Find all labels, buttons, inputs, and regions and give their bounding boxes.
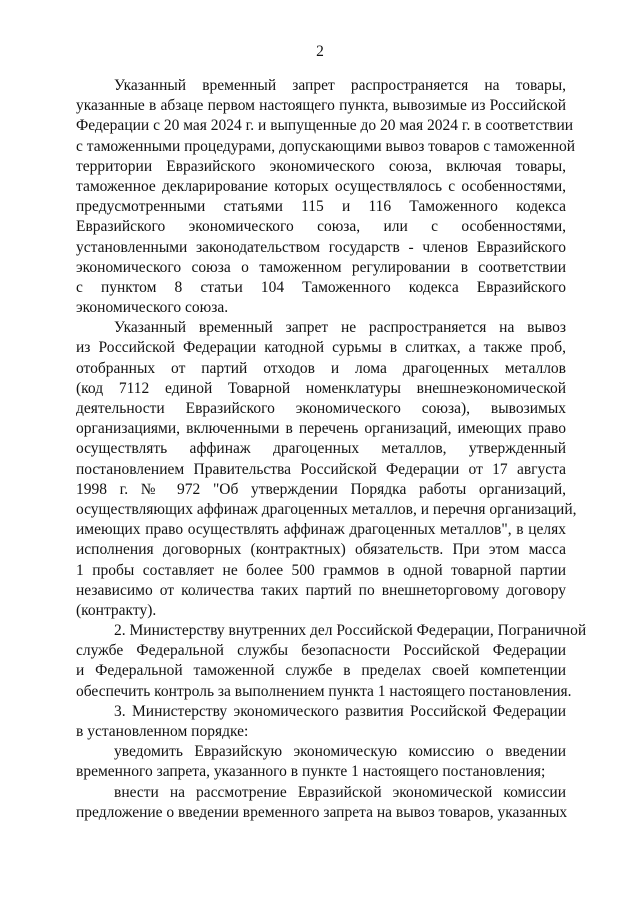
- text-line: с пунктом 8 статьи 104 Таможенного кодекса Евразийского: [76, 278, 566, 296]
- text-line: и Федеральной таможенной службе в пределах своей компетенции: [76, 662, 566, 680]
- text-line: с таможенными процедурами, допускающими вывоз товаров с таможенной: [76, 137, 576, 155]
- paragraph: [76, 783, 566, 823]
- text-line: отобранных от партий отходов и лома драгоценных металлов: [76, 359, 566, 377]
- text-line: Евразийского экономического союза, или с особенностями,: [76, 218, 566, 236]
- text-line: внести на рассмотрение Евразийской экономической комиссии: [114, 783, 566, 801]
- text-line: 3. Министерству экономического развития Российской Федерации: [114, 702, 566, 720]
- text-line: установленными законодательством государств - членов Евразийского: [76, 238, 566, 256]
- text-line: (контракту).: [76, 601, 157, 619]
- text-line: уведомить Евразийскую экономическую комиссию о введении: [114, 743, 566, 761]
- text-line: деятельности Евразийского экономического союза), вывозимых: [76, 400, 566, 417]
- paragraph: [76, 76, 576, 318]
- paragraph: [76, 318, 577, 621]
- text-line: 1 пробы составляет не более 500 граммов в одной товарной партии: [76, 561, 566, 579]
- text-line: имеющих право осуществлять аффинаж драгоценных металлов", в целях: [76, 521, 566, 539]
- text-line: в установленном порядке:: [76, 723, 249, 740]
- text-line: таможенное декларирование которых осуществлялось с особенностями,: [76, 177, 566, 195]
- paragraph: [76, 742, 566, 782]
- text-line: экономического союза.: [76, 299, 229, 317]
- text-line: временного запрета, указанного в пункте 1 настоящего постановления;: [76, 763, 546, 781]
- text-line: 1998 г. № 972 "Об утверждении Порядка работы организаций,: [76, 480, 566, 498]
- document-body: [76, 76, 587, 823]
- text-line: экономического союза о таможенном регулировании в соответствии: [76, 258, 566, 276]
- text-line: службе Федеральной службы безопасности Российской Федерации: [76, 642, 566, 660]
- text-line: независимо от количества таких партий по внешнеторговому договору: [76, 581, 566, 599]
- text-line: Федерации с 20 мая 2024 г. и выпущенные до 20 мая 2024 г. в соответствии: [76, 117, 574, 135]
- text-line: обеспечить контроль за выполнением пункта 1 настоящего постановления.: [76, 682, 572, 700]
- text-line: предложение о введении временного запрета на вывоз товаров, указанных: [76, 803, 568, 821]
- text-line: осуществлять аффинаж драгоценных металлов, утвержденный: [76, 440, 566, 458]
- text-line: (код 7112 единой Товарной номенклатуры внешнеэкономической: [76, 379, 566, 397]
- text-line: Указанный временный запрет распространяется на товары,: [114, 77, 566, 94]
- page-number: 2: [316, 43, 324, 60]
- text-line: исполнения договорных (контрактных) обязательств. При этом масса: [76, 541, 566, 559]
- text-line: Указанный временный запрет не распространяется на вывоз: [114, 319, 566, 337]
- text-line: постановлением Правительства Российской Федерации от 17 августа: [76, 460, 566, 478]
- text-line: территории Евразийского экономического союза, включая товары,: [76, 157, 566, 175]
- paragraph: [76, 621, 587, 702]
- text-line: предусмотренными статьями 115 и 116 Таможенного кодекса: [76, 198, 566, 216]
- text-line: организациями, включенными в перечень организаций, имеющих право: [76, 420, 566, 438]
- text-line: указанные в абзаце первом настоящего пункта, вывозимые из Российской: [76, 97, 566, 115]
- text-line: из Российской Федерации катодной сурьмы в слитках, а также проб,: [76, 339, 566, 357]
- text-line: осуществляющих аффинаж драгоценных металлов, и перечня организаций,: [76, 500, 577, 518]
- text-line: 2. Министерству внутренних дел Российской Федерации, Пограничной: [114, 622, 587, 640]
- paragraph: [76, 702, 566, 742]
